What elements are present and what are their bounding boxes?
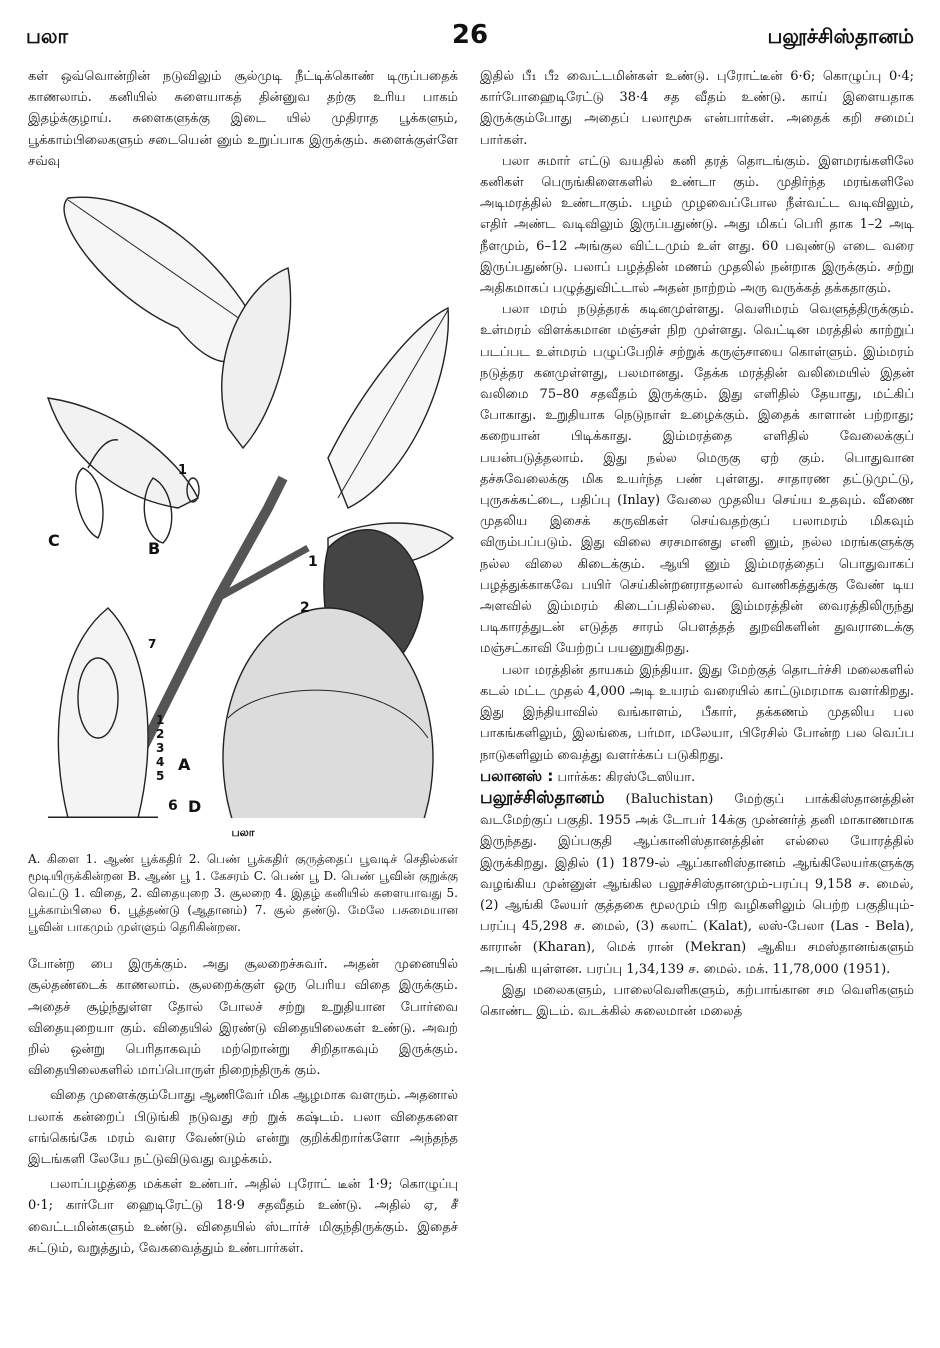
figure-label-d3: 3 [156, 741, 165, 756]
entry-baluchistan-text: (Baluchistan) மேற்குப் பாக்கிஸ்தானத்தின் வடமேற்குப் பகுதி. 1955 அக் டோபர் 14க்கு முன்னர்த் தனி மாகாணமாக இருந்தது. இப்பகுதி ஆப்கானிஸ்தானத்தின் எல்லை யோரத்தில் இருக்கிறது. இதில் (1) 1879-ல் ஆப்கானிஸ்தானம் ஆங்கிலேயர்களுக்கு வழங்கிய முன்னுள் ஆங்கில பலூச்சிஸ்தானமும்-பரப்பு 9,158 ச. மைல், (2) ஆங்கி லேயர் குத்தகை மூலமும் பிற வழிகளிலும் பெற்ற பகுதியும்-பரப்பு 45,298 ச. மைல், (3) கலாட் (Kalat), லஸ்-பேலா (Las - Bela), காரான் (Kharan), மெக் ரான் (Mekran) ஆகிய சமஸ்தானங்களும் அடங்கி யுள்ளன. பரப்பு 1,34,139 ச. மைல். மக். 11,78,000 (1951). [480, 791, 914, 977]
figure-label-d6: 6 [168, 798, 178, 815]
entry-balanus-head: பலானஸ் : [480, 766, 554, 785]
figure-label-a: A [178, 755, 191, 775]
figure-label-d1: 1 [156, 713, 165, 728]
header-left-term: பலா [26, 24, 68, 48]
left-column [28, 66, 458, 1259]
left-paragraph-2: போன்ற பை இருக்கும். அது சூலறைச்சுவர். அதன் முனையில் சூல்தண்டைக் காணலாம். சூலறைக்குள் ஒரு பெரிய விதை இருக்கும். அதைச் சூழ்ந்துள்ள தோல் போலச் சற்று உறுதியான போர்வை விதையுறையா கும். விதையில் இரண்டு விதையிலைகள் உண்டு. அவற் றில் ஒன்று பெரிதாகவும் மற்றொன்று சிறிதாகவும் இருக்கும். விதையிலைகளில் மாப்பொருள் நிறைந்திருக் கும். [28, 957, 458, 1079]
figure-label-d4: 4 [156, 755, 165, 770]
jackfruit-figure [28, 178, 458, 818]
figure-title: பலா [231, 826, 255, 840]
figure-label-b: B [148, 539, 161, 559]
jackfruit-illustration [28, 178, 458, 818]
entry-baluchistan [480, 788, 914, 980]
right-paragraph-4: பலா மரத்தின் தாயகம் இந்தியா. இது மேற்குத் தொடர்ச்சி மலைகளில் கடல் மட்ட முதல் 4,000 அடி உயரம் வரையில் காட்டுமரமாக வளர்கிறது. இது இந்தியாவில் வங்காளம், பீகார், தக்கணம் முதலிய பல பாகங்களிலும், இலங்கை, பர்மா, மலேயா, பிரேசில் போன்ற பல வெப்ப நாடுகளிலும் வைத்து வளர்க்கப் படுகிறது. [480, 662, 914, 763]
figure-label-d: D [188, 797, 202, 817]
header-right-term: பலூச்சிஸ்தானம் [767, 24, 914, 48]
figure-label-d7: 7 [148, 637, 157, 652]
figure-label-b1: 1 [178, 463, 188, 479]
page-number: 26 [451, 20, 489, 50]
figure-label-a1: 1 [308, 554, 318, 571]
left-paragraph-4: பலாப்பழத்தை மக்கள் உண்பர். அதில் புரோட் டீன் 1·9; கொழுப்பு 0·1; கார்போ ஹைடிரேட்டு 18·9 சதவீதம் உண்டு. அதில் ஏ, சீ வைட்டமின்களும் உண்டு. விதையில் ஸ்டார்ச் மிகுந்திருக்கும். இதைச் சுட்டும், வறுத்தும், வேகவைத்தும் உண்பார்கள். [28, 1177, 458, 1256]
entry-baluchistan-head: பலூச்சிஸ்தானம் [480, 787, 605, 808]
figure-label-d5: 5 [156, 769, 165, 784]
figure-label-a2: 2 [300, 600, 310, 617]
figure-label-c: C [48, 531, 60, 551]
figure-label-d2: 2 [156, 727, 165, 742]
right-paragraph-2: பலா சுமார் எட்டு வயதில் கனி தரத் தொடங்கும். இளமரங்களிலே கனிகள் பெருங்கிளைகளில் உண்டா கும். முதிர்ந்த மரங்களிலே அடிமரத்தில் உண்டாகும். பழம் முழவைப்போல நீள்வட்ட வடிவிலும், எதிர் அண்ட வடிவிலும் இருப்பதுண்டு. அது மிகப் பெரி தாக 1–2 அடி நீளமும், 6–12 அங்குல விட்டமும் உள் ளது. 60 பவுண்டு எடை வரை இருப்பதுண்டு. பலாப் பழத்தின் மணம் முதலில் நன்றாக இருக்கும். சற்று அதிகமாகப் பழுத்துவிட்டால் அதன் நாற்றம் அரு வருக்கத் தக்கதாகும். [480, 153, 914, 297]
left-paragraph-1: கள் ஒவ்வொன்றின் நடுவிலும் சூல்முடி நீட்டிக்கொண் டிருப்பதைக் காணலாம். கனியில் சுளையாகத் தின்னுவ தற்கு உரிய பாகம் இதழ்க்குழாய். சுளைகளுக்கு இடை யில் முதிராத பூக்களும், பூக்காம்பிலைகளும் சடையென் னும் உறுப்பாக இருக்கும். சுளைக்குள்ளே சவ்வு [28, 69, 458, 169]
left-paragraph-3: விதை முளைக்கும்போது ஆணிவேர் மிக ஆழமாக வளரும். அதனால் பலாக் கன்றைப் பிடுங்கி நடுவது சற் றுக் கஷ்டம். பலா விதைகளை எங்கெங்கே மரம் வளர வேண்டும் என்று குறிக்கிறார்களோ அந்தந்த இடங்களி லேயே நட்டுவிடுவது வழக்கம். [28, 1088, 458, 1168]
entry-balanus [480, 766, 914, 788]
right-column [480, 66, 914, 1022]
figure-caption: A. கிளை 1. ஆண் பூக்கதிர் 2. பெண் பூக்கதிர் குருத்தைப் பூவடிச் செதில்கள் மூடியிருக்கின்றன B. ஆண் பூ 1. கேசரம் C. பெண் பூ D. பெண் பூவின் குறுக்கு வெட்டு 1. விதை, 2. விதையுறை 3. சூலறை 4. இதழ் கனியில் சுளையாவது 5. பூக்காம்பிலை 6. பூத்தண்டு (ஆதானம்) 7. சூல் தண்டு. மேலே பசுமையான பூவின் பாகமும் முள்ளும் தெரிகின்றன. [28, 852, 458, 935]
entry-balanus-text: பார்க்க: கிரஸ்டேஸியா. [557, 769, 696, 785]
right-paragraph-3: பலா மரம் நடுத்தரக் கடினமுள்ளது. வெளிமரம் வெளுத்திருக்கும். உள்மரம் விளக்கமான மஞ்சள் நிற முள்ளது. வெட்டின மரத்தில் காற்றுப் படப்பட உள்மரம் பழுப்பேறிச் சற்றுக் கருஞ்சாயை கொள்ளும். இம்மரம் நடுத்தர கனமுள்ளது, பலமானது. தேக்க மரத்தின் வலிமையில் இதன் வலிமை 75–80 சதவீதம் இருக்கும். இது எளிதில் தேயாது, மட்கிப் போகாது. உறுதியாக நெடுநாள் உழைக்கும். இதைக் காளான் பற்றாது; கறையான் பிடிக்காது. இம்மரத்தை எளிதில் வேலைக்குப் பயன்படுத்தலாம். இது நல்ல மெருகு ஏற் கும். பொதுவான தச்சுவேலைக்கு மிக உயர்ந்த பண் புள்ளது. சாதாரண தட்டுமுட்டு, புருசுக்கட்டை, பதிப்பு (Inlay) வேலை முதலிய செய்ய உதவும். வீணை முதலிய இசைக் கருவிகள் செய்வதற்குப் பலாமரம் மிகவும் விரும்பப்படும். இது விலை சரசமானது எனி னும், நல்ல மரங்களுக்கு நல்ல விலை கிடைக்கும். ஆயி னும் இம்மரத்தைப் பொதுவாகப் பழத்துக்காகவே பயிர் செய்கின்றனராதலால் வாணிகத்துக்கு வேண் டிய அளவில் இம்மரம் கிடைப்பதில்லை. இம்மரத்தின் வைரத்திலிருந்து படிகாரத்துடன் எடுத்த சாரம் பௌத்தத் துறவிகளின் துவராடைக்கு மஞ்சட்காவி யேற்றப் பயனுறுகிறது. [480, 302, 914, 657]
running-header [26, 20, 914, 54]
right-paragraph-5: இது மலைகளும், பாலைவெளிகளும், கற்பாங்கான சம வெளிகளும் கொண்ட இடம். வடக்கில் சுலைமான் மலைத் [480, 982, 914, 1019]
right-paragraph-1: இதில் பீ₁ பீ₂ வைட்டமின்கள் உண்டு. புரோட்டீன் 6·6; கொழுப்பு 0·4; கார்போஹைடிரேட்டு 38·4 சத வீதம் உண்டு. காய் இளையதாக இருக்கும்போது அதைப் பலாமூசு என்பார்கள். அதைக் கறி சமைப் பார்கள். [480, 69, 914, 148]
